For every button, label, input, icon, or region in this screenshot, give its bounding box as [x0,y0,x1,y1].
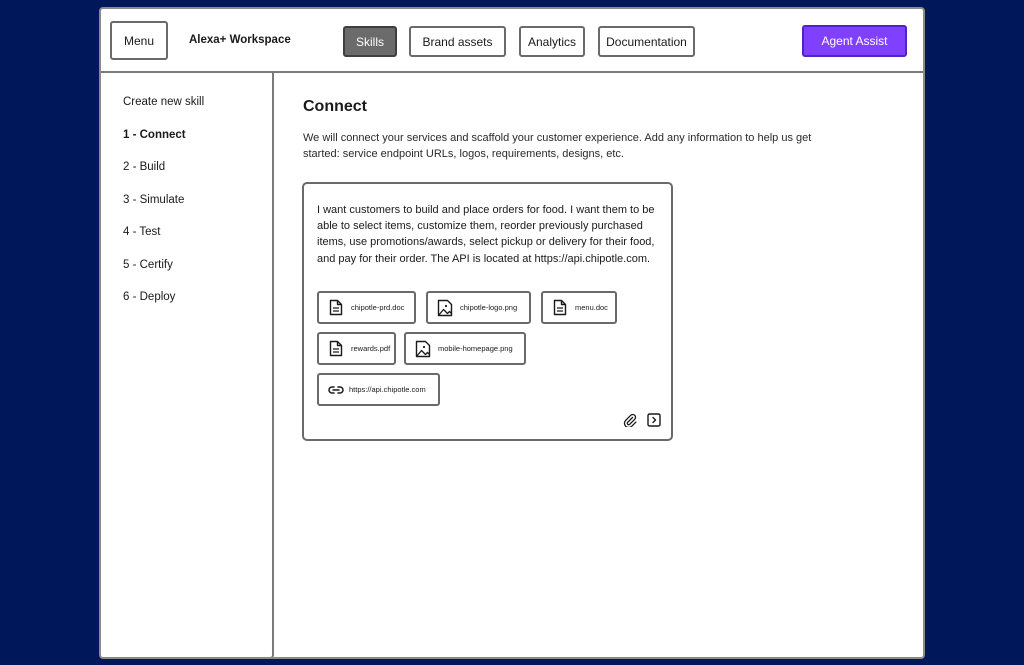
tab-brand-assets[interactable]: Brand assets [409,26,506,57]
document-icon [327,299,345,317]
sidebar-item-simulate[interactable]: 3 - Simulate [123,194,185,206]
main-content [276,73,923,659]
attachment-chip[interactable] [426,291,531,324]
link-icon [327,381,345,399]
tab-documentation[interactable]: Documentation [598,26,695,57]
tab-analytics[interactable]: Analytics [519,26,585,57]
agent-assist-button[interactable]: Agent Assist [802,25,907,57]
sidebar-item-create-new-skill[interactable]: Create new skill [123,96,205,108]
image-icon [436,299,454,317]
sidebar-item-deploy[interactable]: 6 - Deploy [123,291,176,303]
attachment-name: rewards.pdf [351,344,391,353]
attachment-name: chipotle-logo.png [460,303,518,312]
attachment-link-chip[interactable] [317,373,440,406]
paperclip-icon [623,413,637,427]
attachment-chip[interactable] [317,291,416,324]
page-title: Connect [303,98,367,115]
sidebar-item-connect[interactable]: 1 - Connect [123,129,186,141]
submit-button[interactable] [646,412,662,428]
sidebar-item-test[interactable]: 4 - Test [123,226,161,238]
attachment-chip[interactable] [404,332,526,365]
attachment-name: chipotle-prd.doc [351,303,405,312]
app-title: Alexa+ Workspace [189,34,291,46]
attachment-name: https://api.chipotle.com [349,385,426,394]
image-icon [414,340,432,358]
attachment-name: mobile-homepage.png [438,344,513,353]
attachment-chip[interactable] [541,291,617,324]
tab-skills[interactable]: Skills [343,26,397,57]
attach-file-button[interactable] [622,412,638,428]
top-navigation-bar [101,9,923,73]
prompt-text[interactable]: I want customers to build and place orders for food. I want them to be able to select items, customize them, reorder previously purchased items, use promotions/awards, select pickup or delivery for their food, and pay for their order. The API is located at https://api.chipotle.com. [317,204,655,265]
attachment-chip[interactable] [317,332,396,365]
chevron-right-icon [647,413,661,427]
attachment-name: menu.doc [575,303,608,312]
document-icon [551,299,569,317]
menu-button[interactable]: Menu [110,21,168,60]
app-window [99,7,925,659]
sidebar-item-certify[interactable]: 5 - Certify [123,259,173,271]
prompt-card [302,182,673,441]
page-description: We will connect your services and scaffold your customer experience. Add any information to help us get started: service endpoint URLs, logos, requirements, designs, etc. [303,132,812,160]
document-icon [327,340,345,358]
sidebar [101,73,274,659]
sidebar-item-build[interactable]: 2 - Build [123,161,166,173]
